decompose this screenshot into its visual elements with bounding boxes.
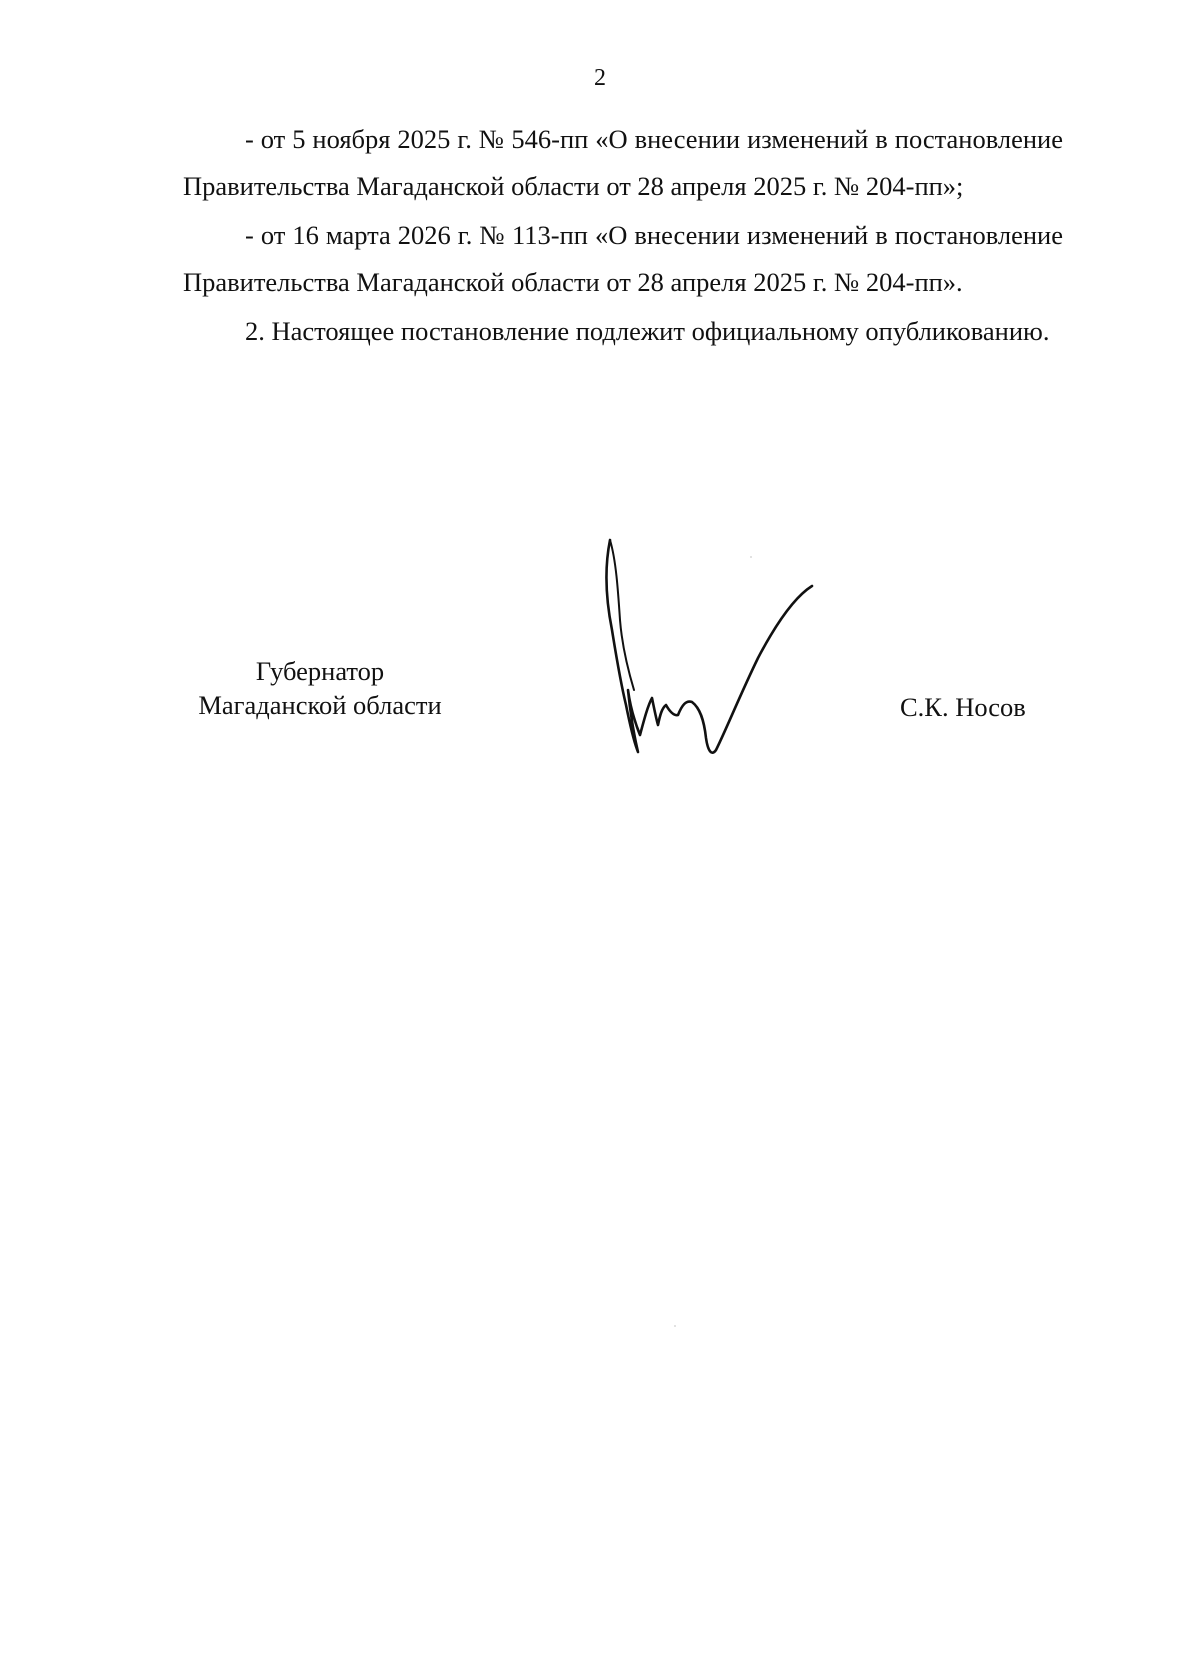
signature-stroke-upper	[610, 540, 634, 690]
amendment-item-2: - от 16 марта 2026 г. № 113-пп «О внесении изменений в постановление Правительства Магаданской области от 28 апреля 2025 г. № 204-пп».	[183, 220, 1063, 297]
signer-name: С.К. Носов	[900, 692, 1026, 722]
page-number: 2	[594, 65, 606, 91]
signature-stroke	[606, 540, 812, 753]
scan-speck	[750, 556, 752, 558]
signer-title-line-1: Губернатор	[255, 656, 385, 686]
signer-title	[170, 654, 470, 722]
publication-clause: 2. Настоящее постановление подлежит официальному опубликованию.	[245, 316, 1050, 346]
signature-icon	[600, 530, 840, 770]
scan-speck	[674, 1325, 676, 1327]
amendment-item-1: - от 5 ноября 2025 г. № 546-пп «О внесении изменений в постановление Правительства Магаданской области от 28 апреля 2025 г. № 204-пп»;	[183, 124, 1063, 201]
signature-block	[0, 530, 1200, 790]
document-body	[183, 116, 1063, 355]
handwritten-signature	[600, 530, 840, 770]
signer-title-line-2: Магаданской области	[198, 690, 442, 720]
